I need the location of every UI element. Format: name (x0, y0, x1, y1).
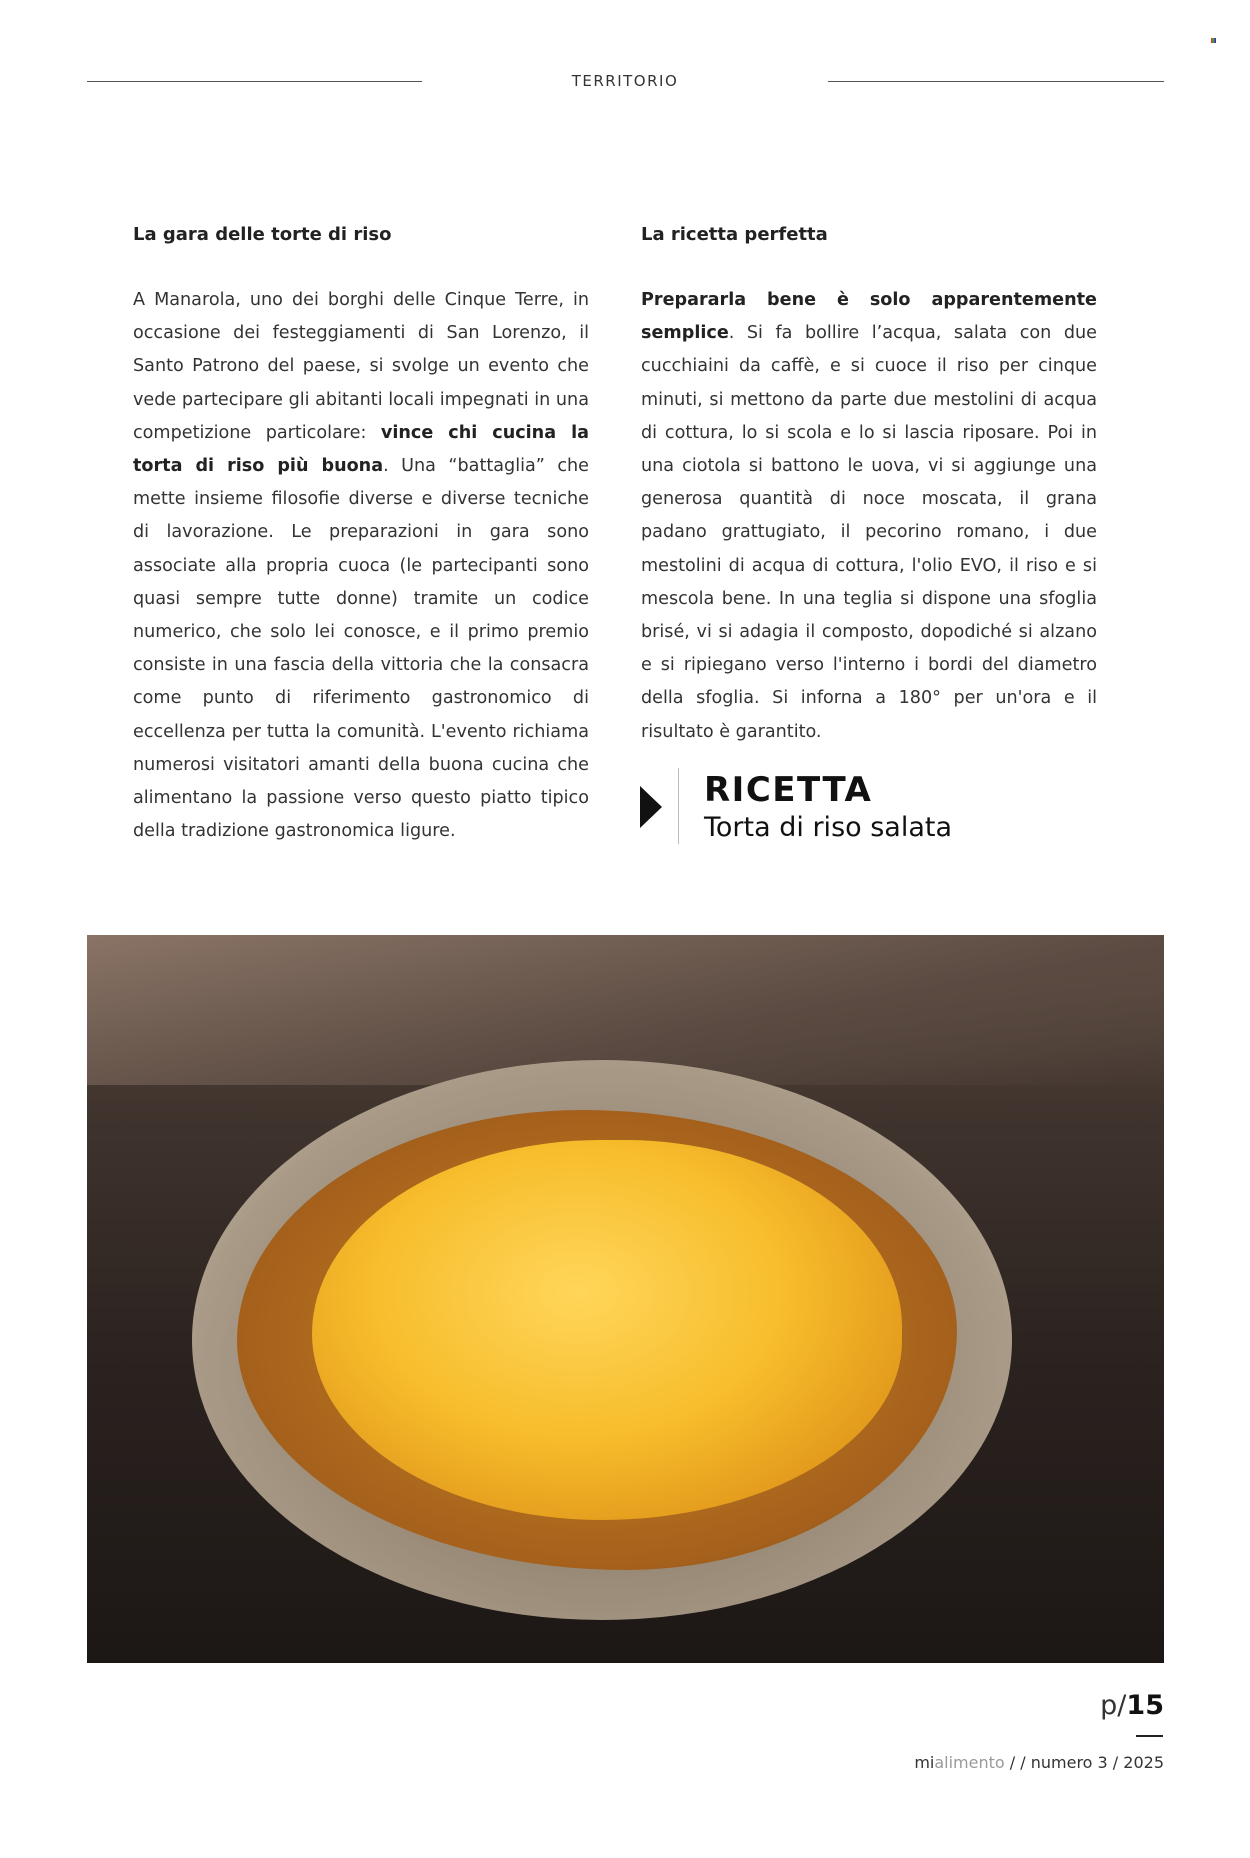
left-heading: La gara delle torte di riso (133, 224, 392, 245)
section-title: TERRITORIO (571, 72, 679, 90)
photo-cake (312, 1140, 902, 1520)
right-heading: La ricetta perfetta (641, 224, 828, 245)
right-body (641, 284, 1097, 749)
right-column (641, 224, 1097, 749)
brand-mi: mi (914, 1753, 935, 1772)
play-arrow-icon (640, 786, 662, 828)
recipe-label: RICETTA (704, 770, 873, 810)
left-highlight: vince chi cucina la torta di riso più buona (133, 422, 589, 477)
page-number (1100, 1690, 1164, 1721)
left-text-1: A Manarola, uno dei borghi delle Cinque Terre, in occasione dei festeggiamenti di San Lorenzo, il Santo Patrono del paese, si svolge un evento che vede partecipare gli abitanti locali impegnati in una competizione particolare: (133, 290, 589, 443)
color-marker (1211, 38, 1216, 43)
left-text-2: . Una “battaglia” che mette insieme filosofie diverse e diverse tecniche di lavorazione. Le preparazioni in gara sono associate alla propria cuoca (le partecipanti sono quasi sempre tutte donne) tramite un codice numerico, che solo lei conosce, e il primo premio consiste in una fascia della vittoria che la consacra come punto di riferimento gastronomico di eccellenza per tutta la comunità. L'evento richiama numerosi visitatori amanti della buona cucina che alimentano la passione verso questo piatto tipico della tradizione gastronomica ligure. (133, 456, 589, 842)
page-number-value: 15 (1126, 1690, 1164, 1721)
footer-issue (914, 1753, 1164, 1772)
recipe-name: Torta di riso salata (704, 812, 953, 843)
page-prefix: p/ (1100, 1690, 1127, 1721)
right-text: . Si fa bollire l’acqua, salata con due cucchiaini da caffè, e si cuoce il riso per cinque minuti, si mettono da parte due mestolini di acqua di cottura, lo si scola e lo si lascia riposare. Poi in una ciotola si battono le uova, vi si aggiunge una generosa quantità di noce moscata, il grana padano grattugiato, il pecorino romano, i due mestolini di acqua di cottura, l'olio EVO, il riso e si mescola bene. In una teglia si dispone una sfoglia brisé, vi si adagia il composto, dopodiché si alzano e si ripiegano verso l'interno i bordi del diametro della sfoglia. Si inforna a 180° per un'ora e il risultato è garantito. (641, 323, 1097, 742)
brand-alimento: alimento (934, 1753, 1005, 1772)
issue-info: / / numero 3 / 2025 (1004, 1753, 1164, 1772)
header-rule-right (828, 81, 1164, 82)
left-body (133, 284, 589, 848)
right-highlight: Prepararla bene è solo apparentemente semplice (641, 290, 1097, 344)
left-column (133, 224, 589, 848)
rice-cake-photo (87, 935, 1164, 1663)
divider (678, 768, 679, 844)
page-number-rule (1136, 1735, 1163, 1737)
